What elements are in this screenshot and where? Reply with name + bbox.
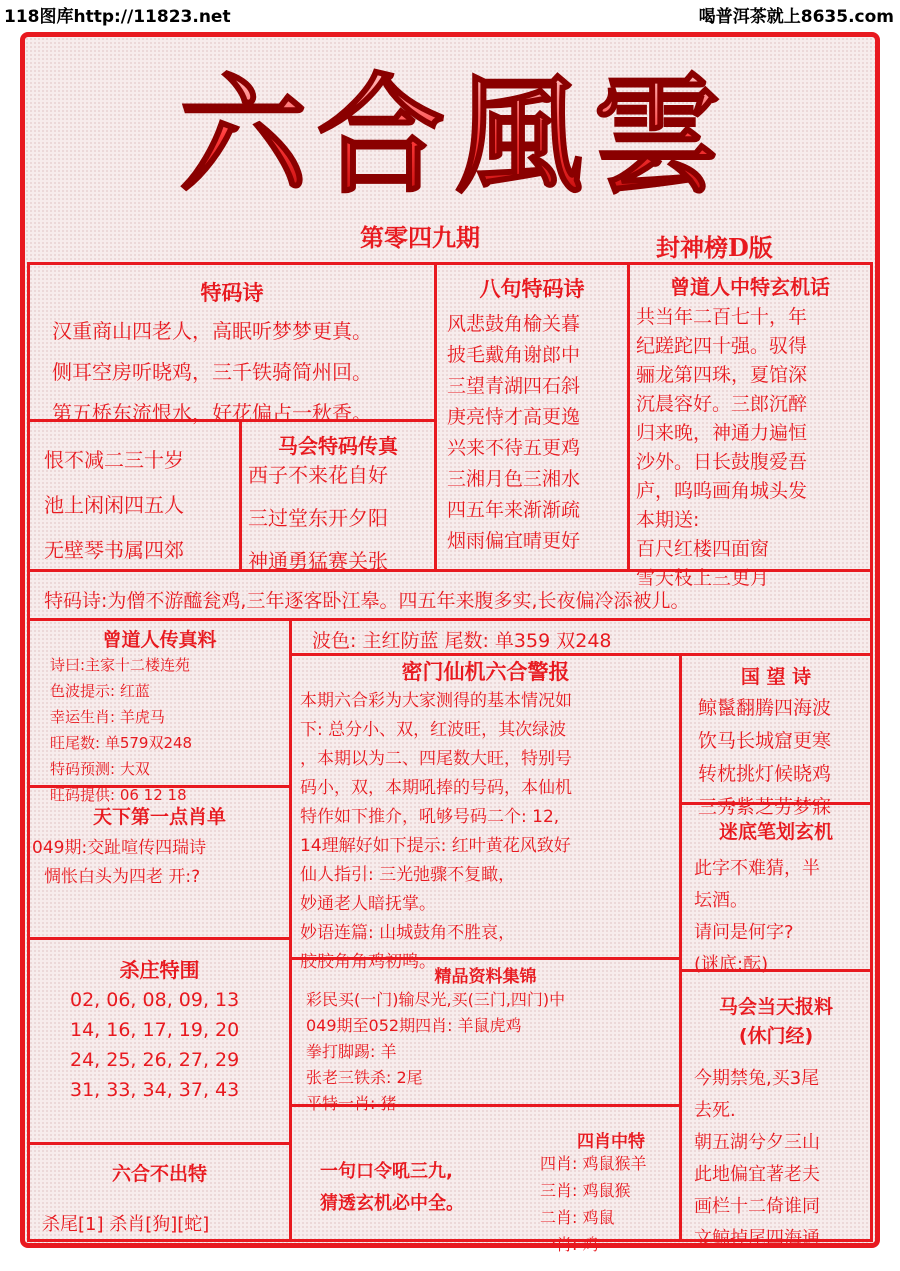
zeng-fax-line: 幸运生肖: 羊虎马: [50, 708, 165, 726]
site-right-link[interactable]: 喝普洱茶就上8635.com: [698, 7, 894, 27]
secret-line: 下: 总分小、双，红波旺，其次绿波: [300, 720, 567, 740]
hate-poem-box: [27, 419, 242, 572]
mahui-report-title: 马会当天报料: [718, 996, 833, 1018]
guowang-line: 三秀紫芝劳梦寐: [698, 796, 832, 818]
zeng-fax-title: 曾道人传真料: [102, 629, 217, 651]
mahui-report-line: 文鲸掉尾四海通: [694, 1228, 820, 1249]
jingpin-line: 平特一肖: 猪: [306, 1094, 397, 1113]
site-left-link[interactable]: 118图库http://11823.net: [4, 7, 231, 27]
secret-line: ，本期以为二、四尾数大旺，特别号: [300, 749, 572, 769]
zeng-fax-line: 色波提示: 红蓝: [50, 682, 150, 700]
riddle-line: 请问是何字?: [694, 922, 794, 943]
period-label: 第零四九期: [360, 223, 480, 252]
jingpin-line: 彩民买(一门)输尽光,买(三门,四门)中: [306, 990, 566, 1009]
zeng-daoren-line: 庐，呜呜画角城头发: [636, 480, 808, 502]
secret-title: 密门仙机六合警报: [401, 660, 570, 684]
secret-box: [289, 653, 682, 972]
zeng-daoren-line: 沙外。日长鼓腹爱吾: [636, 451, 808, 473]
zeng-fax-line: 旺尾数: 单579双248: [50, 734, 193, 752]
zeng-fax-box: [27, 618, 292, 804]
first-xiao-box: [27, 785, 292, 940]
secret-line: 仙人指引: 三光弛骤不复瞰，: [300, 865, 516, 885]
hate-poem-line: 池上闲闲四五人: [44, 493, 184, 517]
zeng-daoren-line: 共当年二百七十，年: [636, 306, 808, 328]
poem-tema-title: 特码诗: [200, 281, 264, 305]
eight-lines-title: 八句特码诗: [479, 277, 585, 301]
zeng-daoren-line: 沉晨容好。三郎沉醉: [636, 393, 808, 415]
zeng-daoren-line: 骊龙第四珠，夏馆深: [636, 364, 808, 386]
kill-ring-title: 杀庄特围: [119, 958, 200, 982]
zeng-daoren-line: 雪天枝上三更月: [636, 567, 770, 589]
guowang-box: [679, 653, 873, 818]
zeng-fax-line: 诗曰:主家十二楼连苑: [50, 656, 191, 674]
secret-line: 码小，双，本期吼捧的号码，本仙机: [300, 778, 572, 798]
eight-lines-line: 三望青湖四石斜: [447, 375, 581, 397]
guowang-line: 转枕挑灯候晓鸡: [698, 763, 832, 785]
wave-box: [289, 618, 873, 656]
jingpin-line: 拳打脚踢: 羊: [306, 1042, 397, 1061]
masthead-text: 六合風雲: [178, 61, 732, 210]
hate-poem-line: 无壁琴书属四郊: [44, 538, 184, 562]
eight-lines-line: 披毛戴角谢郎中: [447, 344, 581, 366]
no-show-line: 杀尾[1] 杀肖[狗][蛇]: [42, 1214, 210, 1235]
banner-box: [27, 569, 873, 621]
kill-ring-box: [27, 937, 292, 1145]
mahui-report-line: 去死.: [694, 1100, 736, 1121]
mahui-zhen-line: 三过堂东开夕阳: [248, 506, 388, 530]
slogan-line: 猜透玄机必中全。: [320, 1193, 464, 1214]
zeng-fax-line: 旺码提供: 06 12 18: [50, 786, 187, 804]
secret-line: 14理解好如下提示: 红叶黄花风致好: [300, 836, 571, 856]
poem-tema-line: 汉重商山四老人，高眠听梦梦更真。: [52, 319, 372, 343]
four-xiao-line: 四肖: 鸡鼠猴羊: [540, 1154, 647, 1173]
zeng-daoren-line: 纪蹉跎四十强。驭得: [636, 335, 808, 357]
first-xiao-title: 天下第一点肖单: [92, 806, 226, 828]
mahui-report-subtitle: (休门经): [738, 1025, 814, 1047]
poem-tema-line: 侧耳空房听晓鸡，三千铁骑简州回。: [52, 360, 372, 384]
zeng-daoren-box: [627, 262, 873, 589]
secret-line: 妙通老人暗抚掌。: [300, 894, 436, 914]
no-show-box: [27, 1142, 292, 1242]
mahui-zhen-title: 马会特码传真: [278, 434, 398, 458]
eight-lines-line: 三湘月色三湘水: [447, 468, 581, 490]
mahui-report-box: [679, 969, 873, 1249]
edition-label: 封神榜D版: [656, 233, 773, 262]
guowang-line: 鲸鬣翻腾四海波: [698, 697, 832, 719]
mahui-zhen-line: 西子不来花自好: [248, 463, 388, 487]
guowang-line: 饮马长城窟更寒: [698, 730, 832, 752]
eight-lines-line: 四五年来渐渐疏: [447, 499, 581, 521]
poem-tema-box: [27, 262, 437, 425]
four-xiao-title: 四肖中特: [577, 1132, 645, 1152]
kill-ring-row: 31, 33, 34, 37, 43: [70, 1079, 240, 1101]
zeng-daoren-line: 百尺红楼四面窗: [636, 538, 770, 560]
eight-lines-line: 庚亮恃才高更逸: [447, 406, 581, 428]
mahui-zhen-line: 神通勇猛赛关张: [248, 549, 388, 573]
eight-lines-line: 烟雨偏宜晴更好: [447, 530, 581, 552]
guowang-title: 国 望 诗: [740, 666, 812, 688]
riddle-title: 迷底笔划玄机: [718, 821, 833, 843]
wave-line: 波色: 主红防蓝 尾数: 单359 双248: [312, 630, 612, 652]
zeng-fax-line: 特码预测: 大双: [50, 760, 150, 778]
zeng-daoren-line: 归来晚，神通力遍恒: [636, 422, 808, 444]
secret-line: 胶胶角角鸡初鸣。: [300, 952, 436, 972]
mahui-report-line: 此地偏宜著老夫: [694, 1164, 820, 1185]
top-bar: [0, 0, 900, 26]
masthead-title: [140, 60, 770, 210]
jingpin-line: 049期至052期四肖: 羊鼠虎鸡: [306, 1016, 522, 1035]
riddle-box: [679, 802, 873, 975]
mahui-zhen-box: [239, 419, 437, 572]
kill-ring-row: 02, 06, 08, 09, 13: [70, 989, 240, 1011]
eight-lines-box: [434, 262, 630, 572]
jingpin-title: 精品资料集锦: [434, 967, 537, 987]
four-xiao-line: 二肖: 鸡鼠: [540, 1208, 615, 1227]
four-xiao-line: 一肖: 鸡: [540, 1235, 599, 1254]
slogan-box: [289, 1104, 682, 1254]
hate-poem-line: 恨不减二三十岁: [44, 448, 184, 472]
slogan-line: 一句口令吼三九,: [320, 1161, 453, 1182]
secret-line: 本期六合彩为大家测得的基本情况如: [300, 691, 572, 711]
first-xiao-line: 惆怅白头为四老 开:?: [44, 867, 201, 887]
mahui-report-line: 朝五湖兮夕三山: [694, 1132, 820, 1153]
mahui-report-line: 画栏十二倚谁同: [694, 1196, 820, 1217]
kill-ring-row: 14, 16, 17, 19, 20: [70, 1019, 240, 1041]
poem-tema-line: 第五桥东流恨水，好花偏占一秋香。: [52, 401, 372, 425]
riddle-line: 此字不难猜，半: [694, 858, 820, 879]
first-xiao-line: 049期:交趾喧传四瑞诗: [32, 838, 207, 858]
zeng-daoren-line: 本期送:: [636, 509, 700, 531]
zeng-daoren-title: 曾道人中特玄机话: [670, 275, 830, 299]
riddle-line: (谜底:酝): [694, 954, 769, 975]
eight-lines-line: 兴来不待五更鸡: [447, 437, 581, 459]
eight-lines-line: 风悲鼓角榆关暮: [447, 313, 581, 335]
jingpin-line: 张老三铁杀: 2尾: [306, 1068, 423, 1087]
riddle-line: 坛酒。: [694, 890, 748, 911]
mahui-report-line: 今期禁兔,买3尾: [694, 1068, 820, 1089]
secret-line: 妙语连篇: 山城鼓角不胜哀，: [300, 923, 516, 943]
jingpin-box: [289, 957, 682, 1113]
kill-ring-row: 24, 25, 26, 27, 29: [70, 1049, 240, 1071]
no-show-title: 六合不出特: [111, 1163, 207, 1185]
four-xiao-line: 三肖: 鸡鼠猴: [540, 1181, 631, 1200]
banner-poem: 特码诗:为僧不游醯瓮鸡,三年逐客卧江皋。四五年来腹多实,长夜偏冷添被儿。: [44, 590, 690, 612]
secret-line: 特作如下推介，吼够号码二个: 12,: [300, 807, 560, 827]
